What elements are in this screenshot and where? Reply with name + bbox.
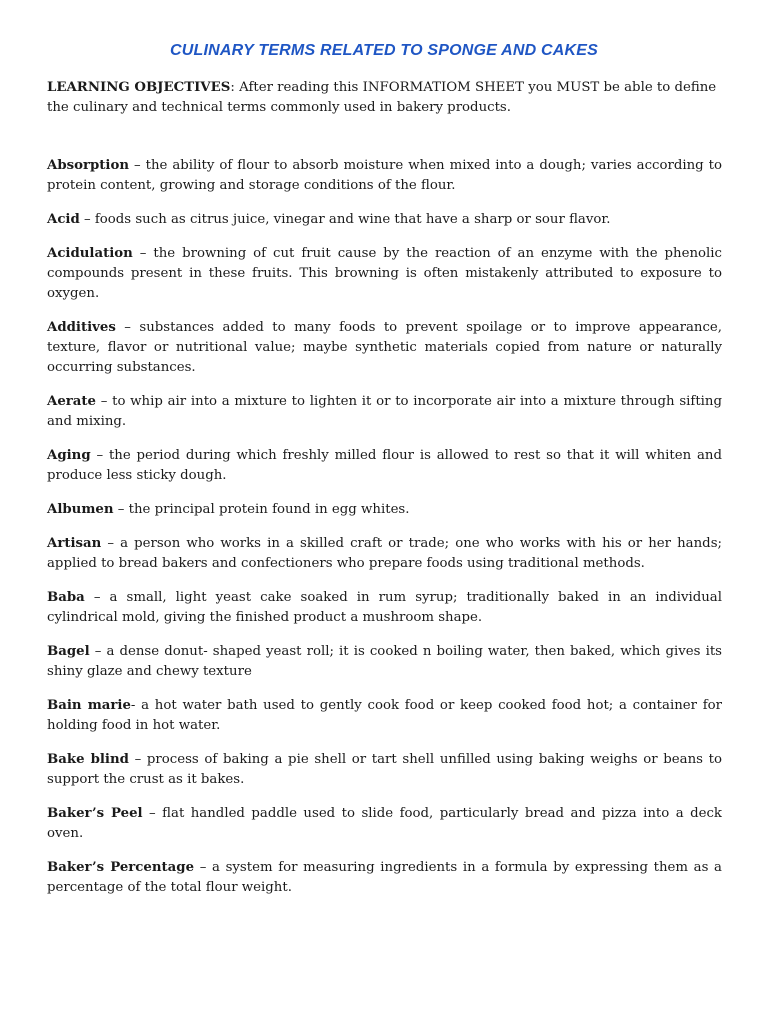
term-entry [47,446,722,486]
term-definition: – the principal protein found in egg whites. [113,502,410,517]
term-word: Artisan [47,536,102,551]
term-word: Bain marie [47,698,131,713]
term-word: Aging [47,448,91,463]
term-definition: – flat handled paddle used to slide food, particularly bread and pizza into a deck oven. [47,806,722,841]
term-definition: – process of baking a pie shell or tart shell unfilled using baking weighs or beans to support the crust as it bakes. [47,752,722,787]
term-entry [47,156,722,196]
term-definition: – a small, light yeast cake soaked in rum syrup; traditionally baked in an individual cylindrical mold, giving the finished product a mushroom shape. [47,590,722,625]
term-entry [47,210,722,230]
term-entry [47,392,722,432]
term-definition: – the ability of flour to absorb moisture when mixed into a dough; varies according to protein content, growing and storage conditions of the flour. [47,158,722,193]
term-definition: – a system for measuring ingredients in a formula by expressing them as a percentage of the total flour weight. [47,860,722,895]
term-word: Additives [47,320,116,335]
learning-objectives [47,78,722,118]
term-word: Baba [47,590,85,605]
term-word: Bagel [47,644,90,659]
terms-list [47,156,722,912]
term-definition: - a hot water bath used to gently cook food or keep cooked food hot; a container for holding food in hot water. [47,698,723,733]
term-entry [47,858,722,898]
term-word: Absorption [47,158,130,173]
term-entry [47,534,722,574]
objectives-label: LEARNING OBJECTIVES [47,80,231,95]
document-title: CULINARY TERMS RELATED TO SPONGE AND CAKES [170,42,598,59]
term-definition: – the browning of cut fruit cause by the reaction of an enzyme with the phenolic compounds present in these fruits. This browning is often mistakenly attributed to exposure to oxygen. [47,246,722,301]
term-entry [47,318,722,378]
term-definition: – to whip air into a mixture to lighten it or to incorporate air into a mixture through sifting and mixing. [47,394,722,429]
term-entry [47,642,722,682]
term-definition: – foods such as citrus juice, vinegar and wine that have a sharp or sour flavor. [79,212,611,227]
term-definition: – substances added to many foods to prevent spoilage or to improve appearance, texture, flavor or nutritional value; maybe synthetic materials copied from nature or naturally occurring substances. [47,320,722,375]
objectives-text: : After reading this INFORMATIOM SHEET you MUST be able to define the culinary and technical terms commonly used in bakery products. [47,80,717,115]
term-word: Baker’s Percentage [47,860,195,875]
term-entry [47,588,722,628]
term-entry [47,696,722,736]
term-entry [47,804,722,844]
term-definition: – a dense donut- shaped yeast roll; it is cooked n boiling water, then baked, which gives its shiny glaze and chewy texture [47,644,722,679]
term-word: Aerate [47,394,96,409]
term-word: Albumen [47,502,114,517]
term-entry [47,244,722,304]
term-entry [47,500,722,520]
term-word: Baker’s Peel [47,806,143,821]
term-word: Acidulation [47,246,133,261]
term-word: Acid [47,212,80,227]
term-definition: – the period during which freshly milled flour is allowed to rest so that it will whiten and produce less sticky dough. [47,448,722,483]
term-entry [47,750,722,790]
term-definition: – a person who works in a skilled craft or trade; one who works with his or her hands; applied to bread bakers and confectioners who prepare foods using traditional methods. [47,536,722,571]
term-word: Bake blind [47,752,129,767]
